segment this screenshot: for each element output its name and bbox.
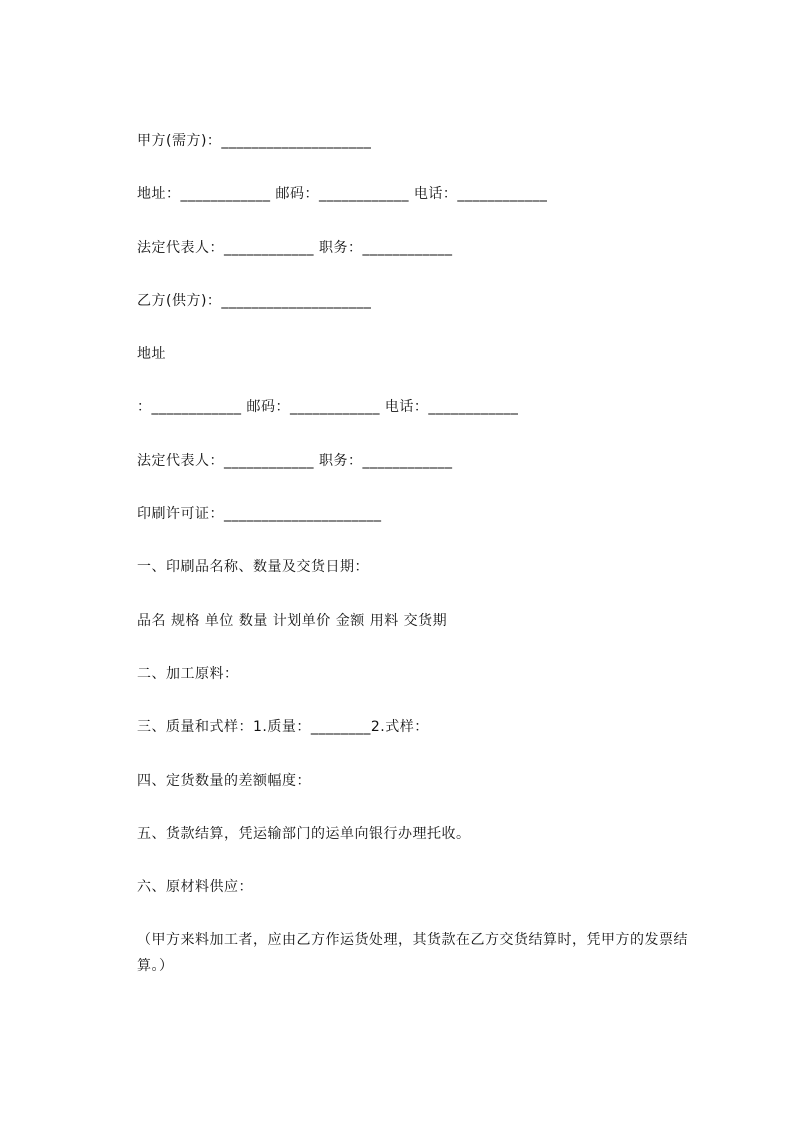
- rep-a-line: 法定代表人：____________ 职务：____________: [137, 240, 453, 256]
- rep-b-line: 法定代表人：____________ 职务：____________: [137, 453, 453, 469]
- section-2-heading: 二、加工原料：: [137, 666, 239, 682]
- party-b-line: 乙方(供方)：____________________: [137, 293, 372, 309]
- section-3-heading: 三、质量和式样：1.质量：________2.式样：: [137, 719, 429, 735]
- note-paragraph: （甲方来料加工者，应由乙方作运货处理，其货款在乙方交货结算时，凭甲方的发票结算。）: [137, 932, 688, 974]
- section-4-heading: 四、定货数量的差额幅度：: [137, 773, 311, 789]
- address-b-line: ：____________ 邮码：____________ 电话：____________: [137, 399, 519, 415]
- section-1-heading: 一、印刷品名称、数量及交货日期：: [137, 559, 369, 575]
- table-header-line: 品名 规格 单位 数量 计划单价 金额 用料 交货期: [137, 613, 448, 629]
- address-b-label: 地址: [137, 346, 166, 362]
- section-5-heading: 五、货款结算，凭运输部门的运单向银行办理托收。: [137, 826, 471, 842]
- address-a-line: 地址：____________ 邮码：____________ 电话：____________: [137, 186, 548, 202]
- section-6-heading: 六、原材料供应：: [137, 879, 253, 895]
- license-line: 印刷许可证：_____________________: [137, 506, 382, 522]
- party-a-line: 甲方(需方)：____________________: [137, 133, 372, 149]
